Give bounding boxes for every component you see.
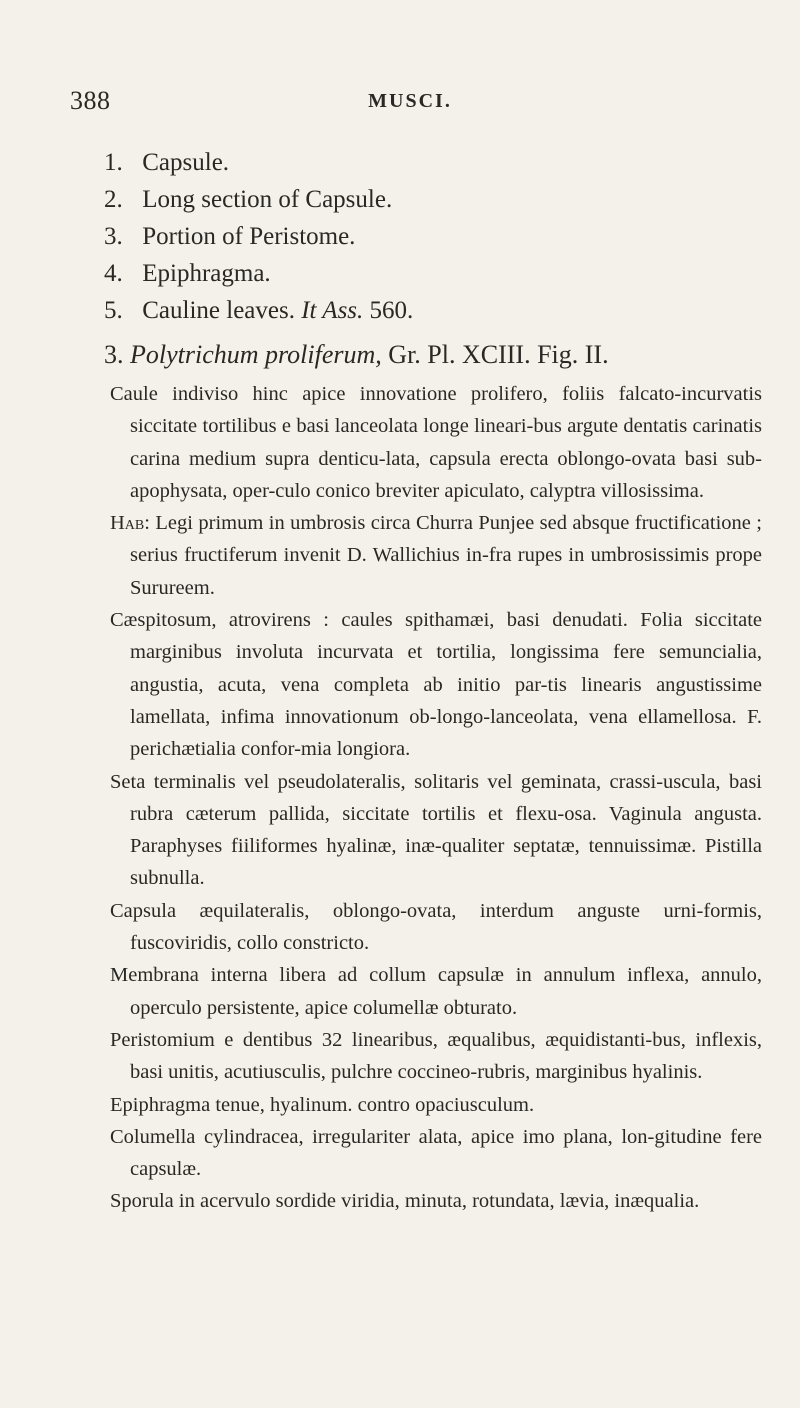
species-description [110, 378, 762, 1218]
figure-caption: Long section of Capsule. [142, 186, 393, 213]
membrane-paragraph: Membrana interna libera ad collum capsulæ in annulum inflexa, annulo, operculo persistente, apice columellæ obturato. [110, 964, 762, 1019]
habit-paragraph [110, 604, 762, 765]
figure-item [104, 144, 744, 181]
figure-caption: Epiphragma. [142, 260, 271, 287]
figure-number: 2. [104, 186, 123, 213]
species-name: Polytrichum proliferum, [130, 340, 382, 369]
columella-paragraph: Columella cylindracea, irregulariter alata, apice imo plana, lon-gitudine fere capsulæ. [110, 1125, 762, 1181]
peristome-paragraph: Peristomium e dentibus 32 linearibus, æqualibus, æquidistanti-bus, inflexis, basi unitis, acutiusculis, pulchre coccineo-rubris, marginibus hyalinis. [110, 1028, 762, 1084]
capsule-paragraph: Capsula æquilateralis, oblongo-ovata, interdum anguste urni-formis, fuscoviridis, collo constricto. [110, 899, 762, 955]
figure-number: 4. [104, 260, 123, 287]
figure-caption: Capsule. [142, 149, 230, 176]
figure-item [104, 218, 744, 255]
figure-number: 3. [104, 223, 123, 250]
figure-explanation-list [104, 144, 744, 329]
diagnosis-paragraph: Caule indiviso hinc apice innovatione prolifero, foliis falcato-incurvatis siccitate tortilibus e basi lanceolata longe lineari-bus argute dentatis carinatis carina medium supra denticu-lata, capsula erecta oblongo-ovata basi sub-apophysata, oper-culo conico breviter apiculato, calyptra villosissima. [110, 383, 762, 502]
perichaetial-text: F. perichætialia confor-mia longiora. [130, 705, 763, 761]
figure-caption: Portion of Peristome. [142, 223, 356, 250]
habitat-label: Hab [110, 512, 145, 535]
page-header [70, 86, 750, 116]
habitat-paragraph [110, 507, 762, 604]
habit-text: Cæspitosum, atrovirens : caules spithamæi, basi denudati. Folia siccitate marginibus involuta incurvata et tortilia, longissima fere semuncialia, angustia, acuta, vena completa ab initio par-tis linearis angustissime lamellata, infima innovationum ob-longo-lanceolata, vena ellamellosa. [110, 609, 762, 728]
figure-reference-number: 560. [369, 297, 414, 324]
figure-item [104, 181, 744, 218]
species-heading [104, 340, 764, 370]
species-number: 3. [104, 340, 124, 369]
figure-reference: It Ass. [301, 297, 364, 324]
seta-paragraph: Seta terminalis vel pseudolateralis, solitaris vel geminata, crassi-uscula, basi rubra cæterum pallida, siccitate tortilis et flexu-osa. Vaginula angusta. Paraphyses fiiliformes hyalinæ, inæ-qualiter septatæ, tennuissimæ. Pistilla subnulla. [110, 770, 762, 890]
epiphragm-paragraph: Epiphragma tenue, hyalinum. contro opaciusculum. [110, 1093, 535, 1116]
habitat-text: : Legi primum in umbrosis circa Churra Punjee sed absque fructificatione ; serius fructiferum invenit D. Wallichius in-fra rupes in umbrosissimis prope Surureem. [130, 512, 762, 599]
figure-caption: Cauline leaves. [142, 297, 295, 324]
running-head: MUSCI. [368, 90, 452, 112]
figure-number: 5. [104, 297, 123, 324]
figure-item [104, 292, 744, 329]
page-number: 388 [70, 86, 111, 115]
species-reference: Gr. Pl. XCIII. Fig. II. [388, 340, 609, 369]
figure-number: 1. [104, 149, 123, 176]
figure-item [104, 255, 744, 292]
spores-paragraph: Sporula in acervulo sordide viridia, minuta, rotundata, lævia, inæqualia. [110, 1190, 700, 1213]
